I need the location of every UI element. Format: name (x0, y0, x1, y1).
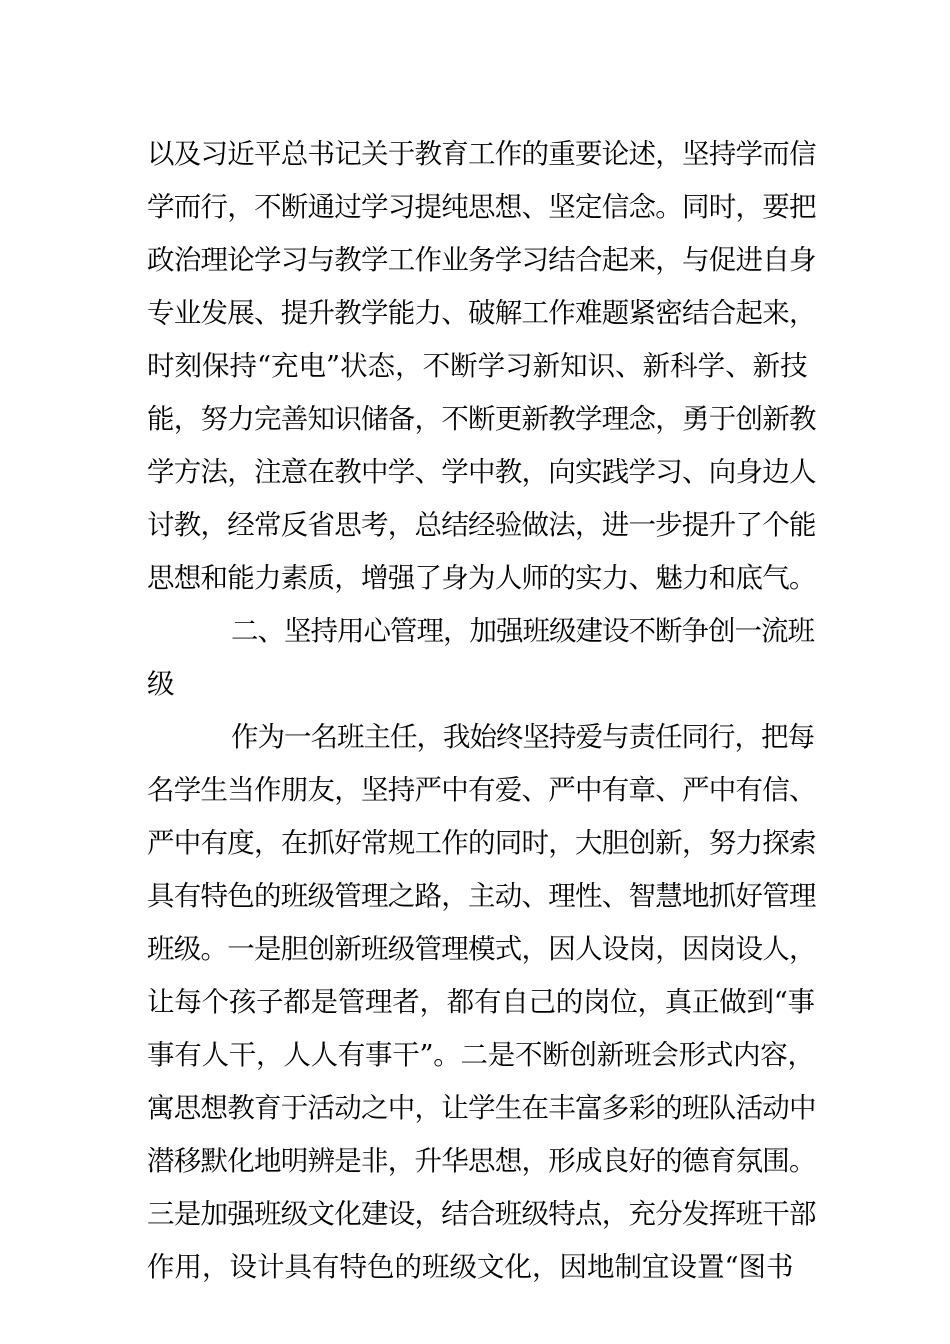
text-line: 以及习近平总书记关于教育工作的重要论述，坚持学而信 (147, 138, 816, 170)
text-line: 作用，设计具有特色的班级文化，因地制宜设置“图书 (147, 1251, 794, 1283)
text-line: 思想和能力素质，增强了身为人师的实力、魅力和底气。 (147, 562, 816, 594)
text-line: 专业发展、提升教学能力、破解工作难题紧密结合起来， (147, 297, 816, 329)
paragraph-first-line: 作为一名班主任，我始终坚持爱与责任同行，把每 (231, 721, 814, 753)
text-line: 潜移默化地明辨是非，升华思想，形成良好的德育氛围。 (147, 1145, 816, 1177)
text-line: 讨教，经常反省思考，总结经验做法，进一步提升了个能 (147, 509, 816, 541)
text-line: 政治理论学习与教学工作业务学习结合起来，与促进自身 (147, 244, 816, 276)
text-line: 寓思想教育于活动之中，让学生在丰富多彩的班队活动中 (147, 1092, 816, 1124)
section-heading: 二、坚持用心管理，加强班级建设不断争创一流班 (231, 615, 814, 647)
text-line: 三是加强班级文化建设，结合班级特点，充分发挥班干部 (147, 1198, 816, 1230)
text-line: 学而行，不断通过学习提纯思想、坚定信念。同时，要把 (147, 191, 816, 223)
text-line: 事有人干，人人有事干”。二是不断创新班会形式内容， (147, 1039, 815, 1071)
text-line: 名学生当作朋友，坚持严中有爱、严中有章、严中有信、 (147, 774, 816, 806)
text-line: 让每个孩子都是管理者，都有自己的岗位，真正做到“事 (147, 986, 815, 1018)
text-line: 严中有度，在抓好常规工作的同时，大胆创新，努力探索 (147, 827, 816, 859)
text-line: 班级。一是胆创新班级管理模式，因人设岗，因岗设人， (147, 933, 816, 965)
section-heading-continued: 级 (147, 668, 175, 700)
text-line: 时刻保持“充电”状态，不断学习新知识、新科学、新技 (147, 350, 808, 382)
text-line: 能，努力完善知识储备，不断更新教学理念，勇于创新教 (147, 403, 816, 435)
text-line: 学方法，注意在教中学、学中教，向实践学习、向身边人 (147, 456, 816, 488)
text-line: 具有特色的班级管理之路，主动、理性、智慧地抓好管理 (147, 880, 816, 912)
